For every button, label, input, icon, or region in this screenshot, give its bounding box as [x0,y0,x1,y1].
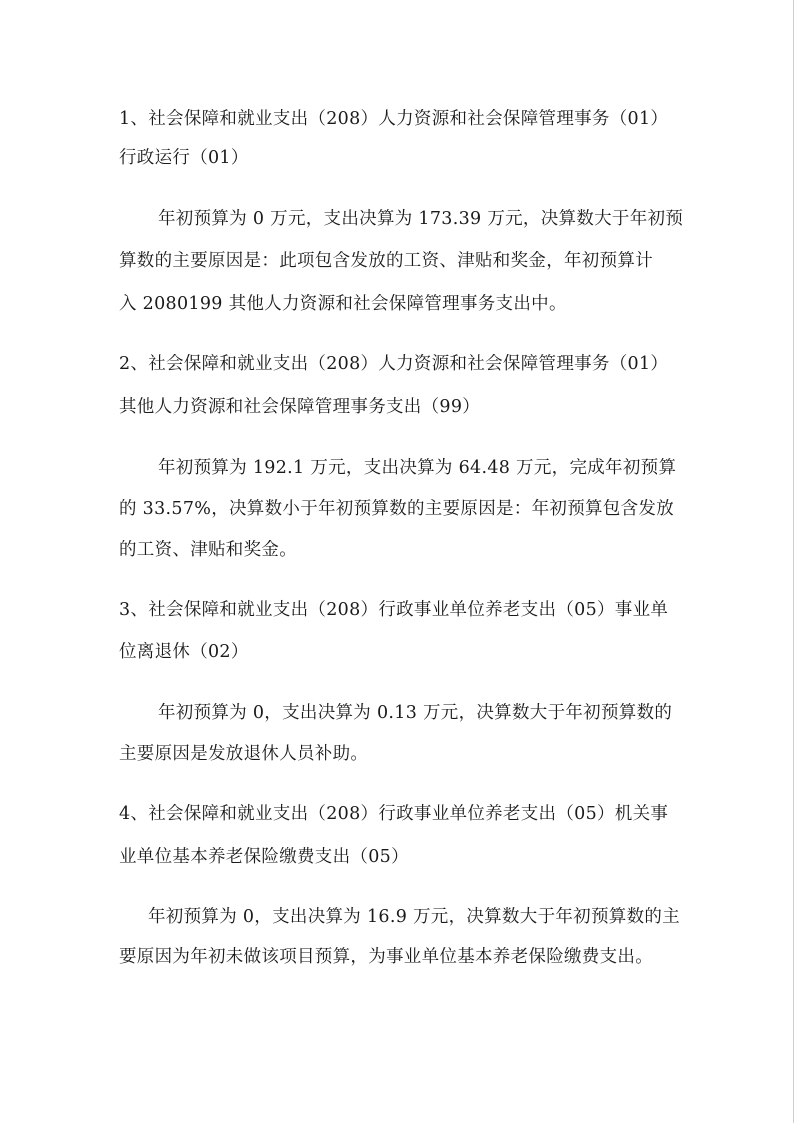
section-4-body-line-2: 要原因为年初未做该项目预算，为事业单位基本养老保险缴费支出。 [119,947,653,967]
section-3-body-line-1: 年初预算为 0，支出决算为 0.13 万元，决算数大于年初预算数的 [158,703,673,723]
section-4-heading-line-2: 业单位基本养老保险缴费支出（05） [119,847,409,867]
section-1-body-line-3: 入 2080199 其他人力资源和社会保障管理事务支出中。 [119,294,567,314]
section-1-heading-line-2: 行政运行（01） [119,148,249,168]
section-2-body-line-3: 的工资、津贴和奖金。 [119,540,297,560]
section-2-heading-line-2: 其他人力资源和社会保障管理事务支出（99） [119,397,481,417]
section-4-body-line-1: 年初预算为 0，支出决算为 16.9 万元，决算数大于年初预算数的主 [148,907,680,927]
section-3-heading-line-1: 3、社会保障和就业支出（208）行政事业单位养老支出（05）事业单 [119,600,669,620]
section-1-body-line-2: 算数的主要原因是：此项包含发放的工资、津贴和奖金，年初预算计 [119,251,653,271]
section-2-body-line-2: 的 33.57%，决算数小于年初预算数的主要原因是：年初预算包含发放 [119,499,674,519]
section-1-body-line-1: 年初预算为 0 万元，支出决算为 173.39 万元，决算数大于年初预 [158,209,684,229]
section-1-heading-line-1: 1、社会保障和就业支出（208）人力资源和社会保障管理事务（01） [119,109,669,129]
section-3-heading-line-2: 位离退休（02） [119,642,249,662]
section-4-heading-line-1: 4、社会保障和就业支出（208）行政事业单位养老支出（05）机关事 [119,804,669,824]
section-3-body-line-2: 主要原因是发放退休人员补助。 [119,744,369,764]
section-2-body-line-1: 年初预算为 192.1 万元，支出决算为 64.48 万元，完成年初预算 [158,458,677,478]
section-2-heading-line-1: 2、社会保障和就业支出（208）人力资源和社会保障管理事务（01） [119,354,669,374]
